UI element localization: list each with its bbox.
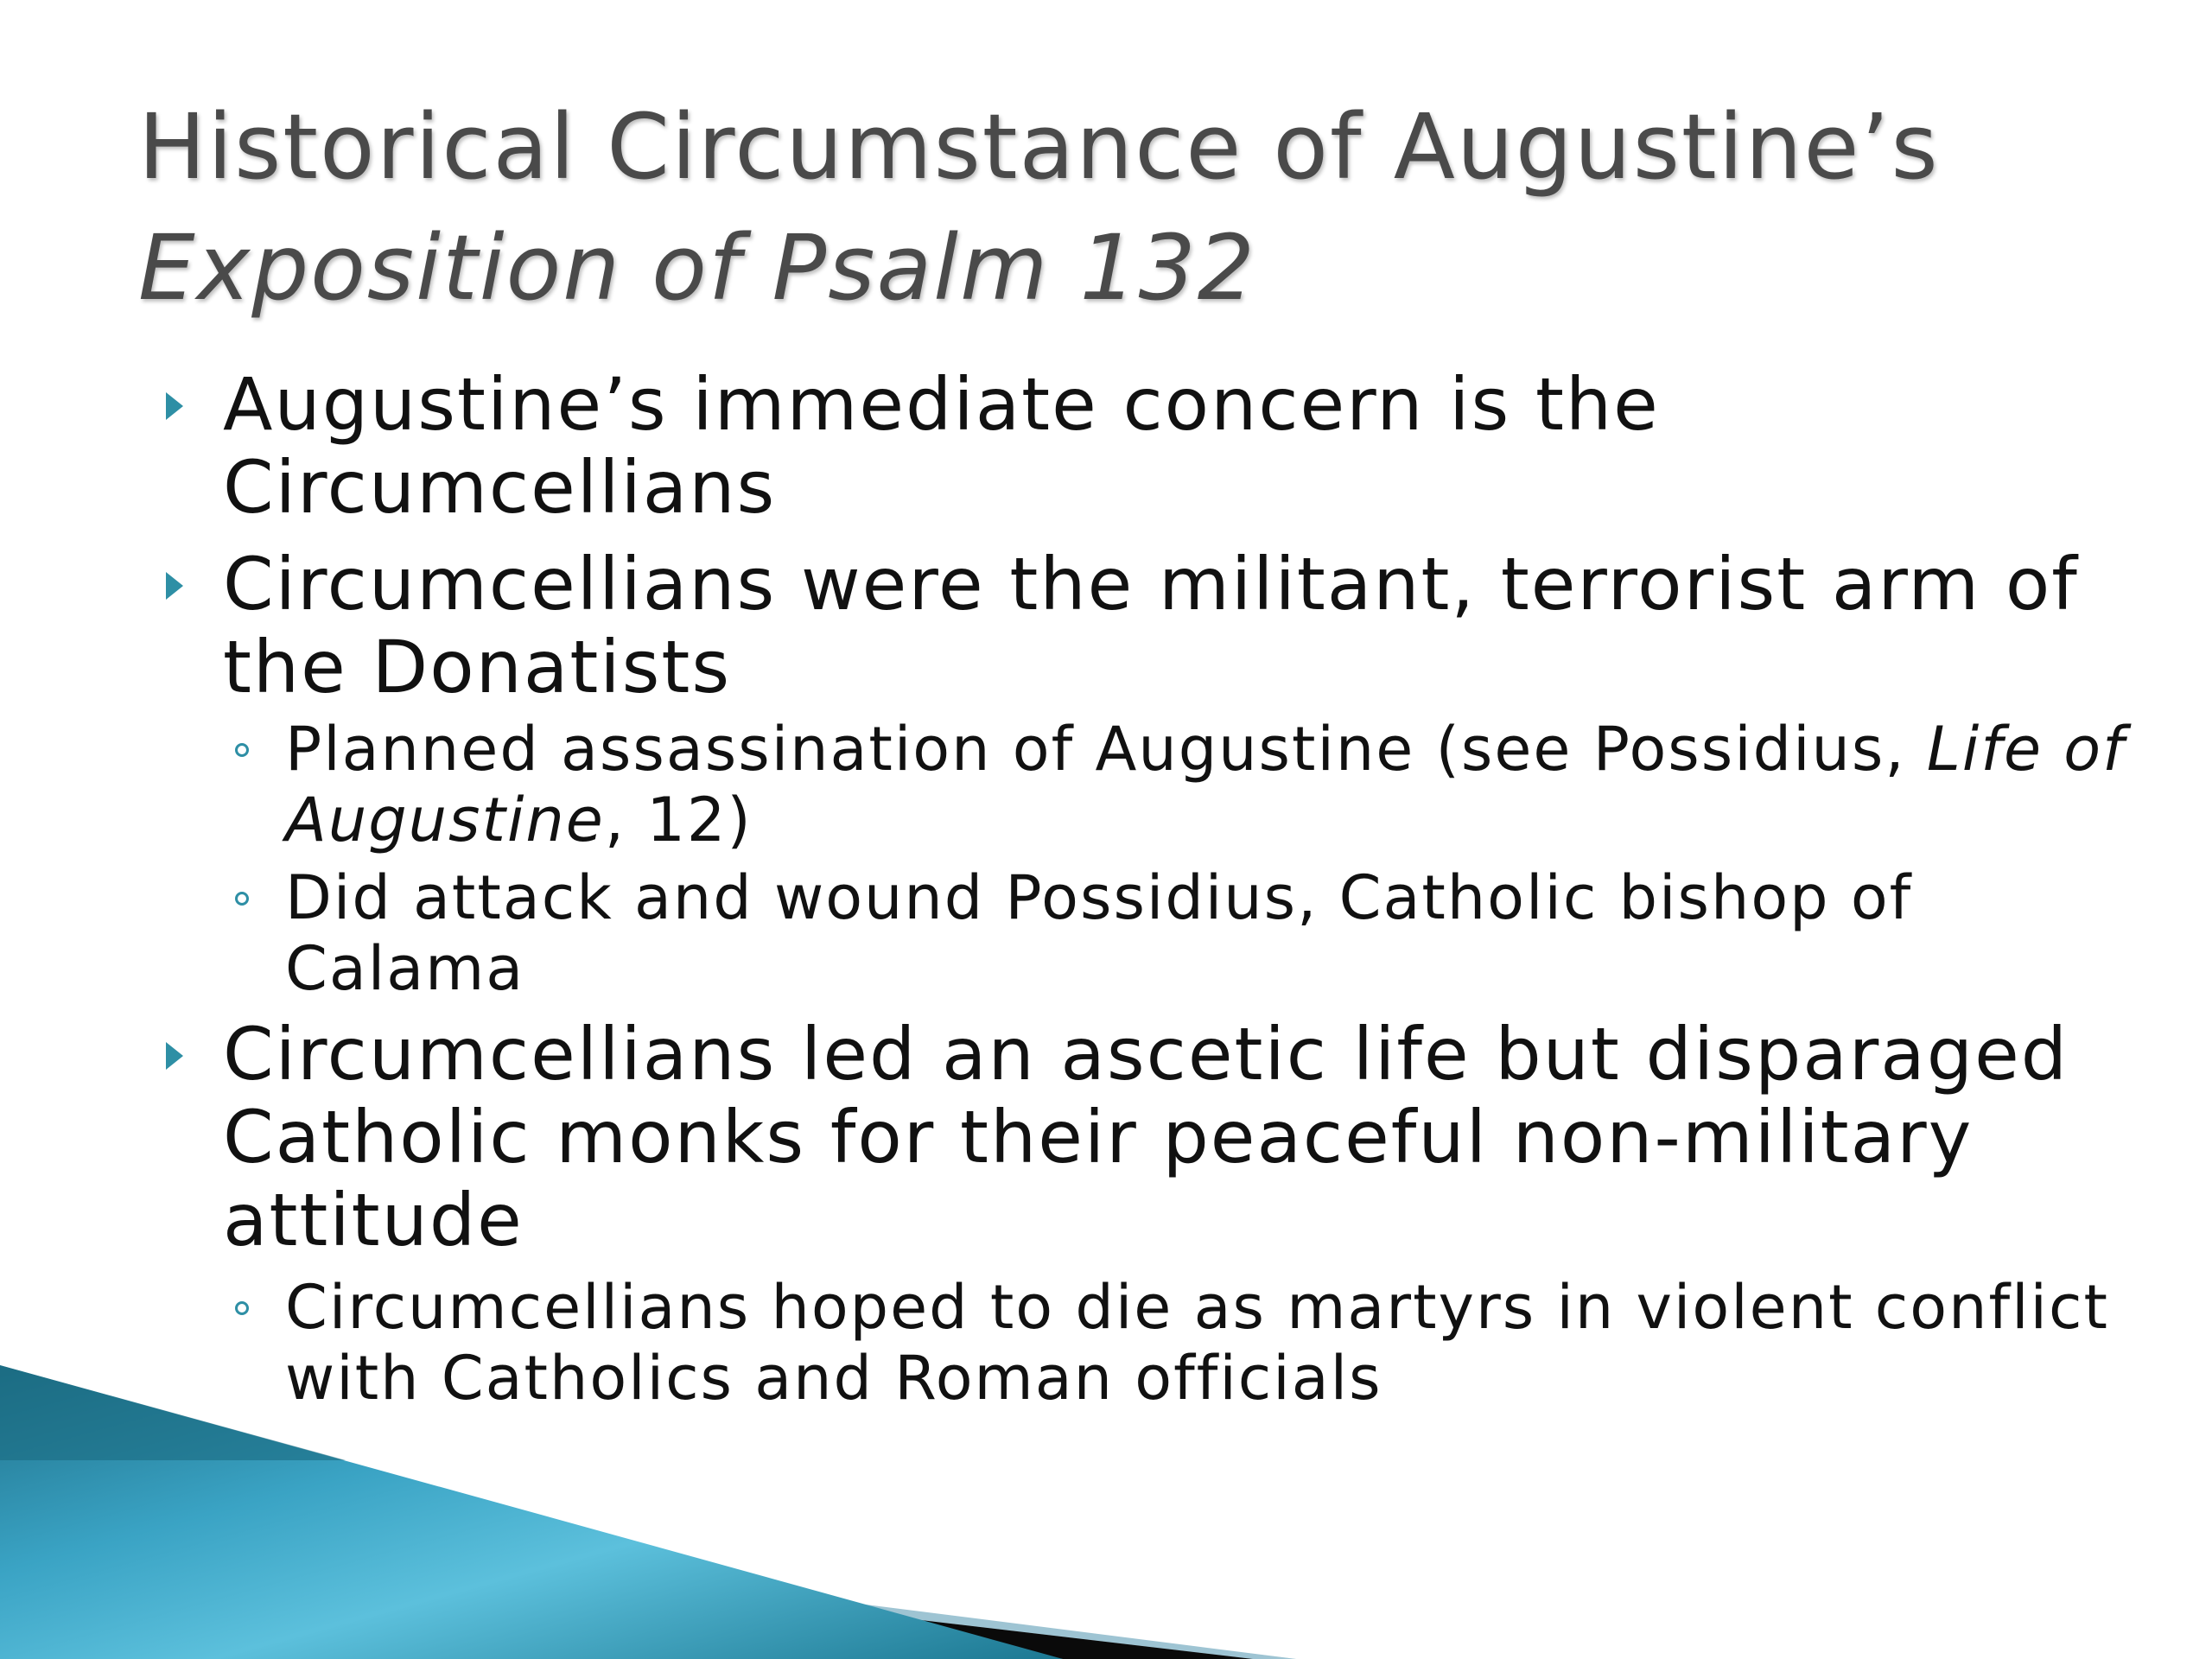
circle-bullet-icon bbox=[235, 892, 249, 906]
bullet-text: Augustine’s immediate concern is the Circumcellians bbox=[223, 362, 1660, 530]
bullet-item-2 bbox=[223, 543, 2158, 709]
triangle-bullet-icon bbox=[166, 1042, 183, 1070]
bullet-item-3 bbox=[223, 1013, 2158, 1262]
circle-bullet-icon bbox=[235, 1301, 249, 1315]
sub-bullet-text-before: Planned assassination of Augustine (see Possidius, bbox=[285, 714, 1927, 785]
slide-title bbox=[138, 86, 2108, 328]
sub-bullet-italic-title: Life of Augustine bbox=[285, 714, 2126, 855]
triangle-bullet-icon bbox=[166, 392, 183, 420]
sub-bullet-text-after: , 12) bbox=[604, 785, 753, 855]
sub-bullet-item-2-1 bbox=[285, 714, 2169, 855]
sub-bullet-item-2-2 bbox=[285, 862, 2169, 1004]
decorative-wave bbox=[0, 1365, 2212, 1659]
sub-bullet-text: Did attack and wound Possidius, Catholic bishop of Calama bbox=[285, 862, 1913, 1004]
triangle-bullet-icon bbox=[166, 572, 183, 600]
circle-bullet-icon bbox=[235, 743, 249, 757]
title-line-1: Historical Circumstance of Augustine’s bbox=[138, 94, 1940, 200]
title-line-2: Exposition of Psalm 132 bbox=[138, 215, 1256, 321]
bullet-text: Circumcellians were the militant, terrorist arm of the Donatists bbox=[223, 542, 2079, 709]
sub-bullet-text: Circumcellians hoped to die as martyrs in violent conflict with Catholics and Roman officials bbox=[285, 1272, 2109, 1414]
bullet-item-1 bbox=[223, 363, 2158, 529]
bullet-text: Circumcellians led an ascetic life but disparaged Catholic monks for their peaceful non-military attitude bbox=[223, 1012, 2069, 1262]
